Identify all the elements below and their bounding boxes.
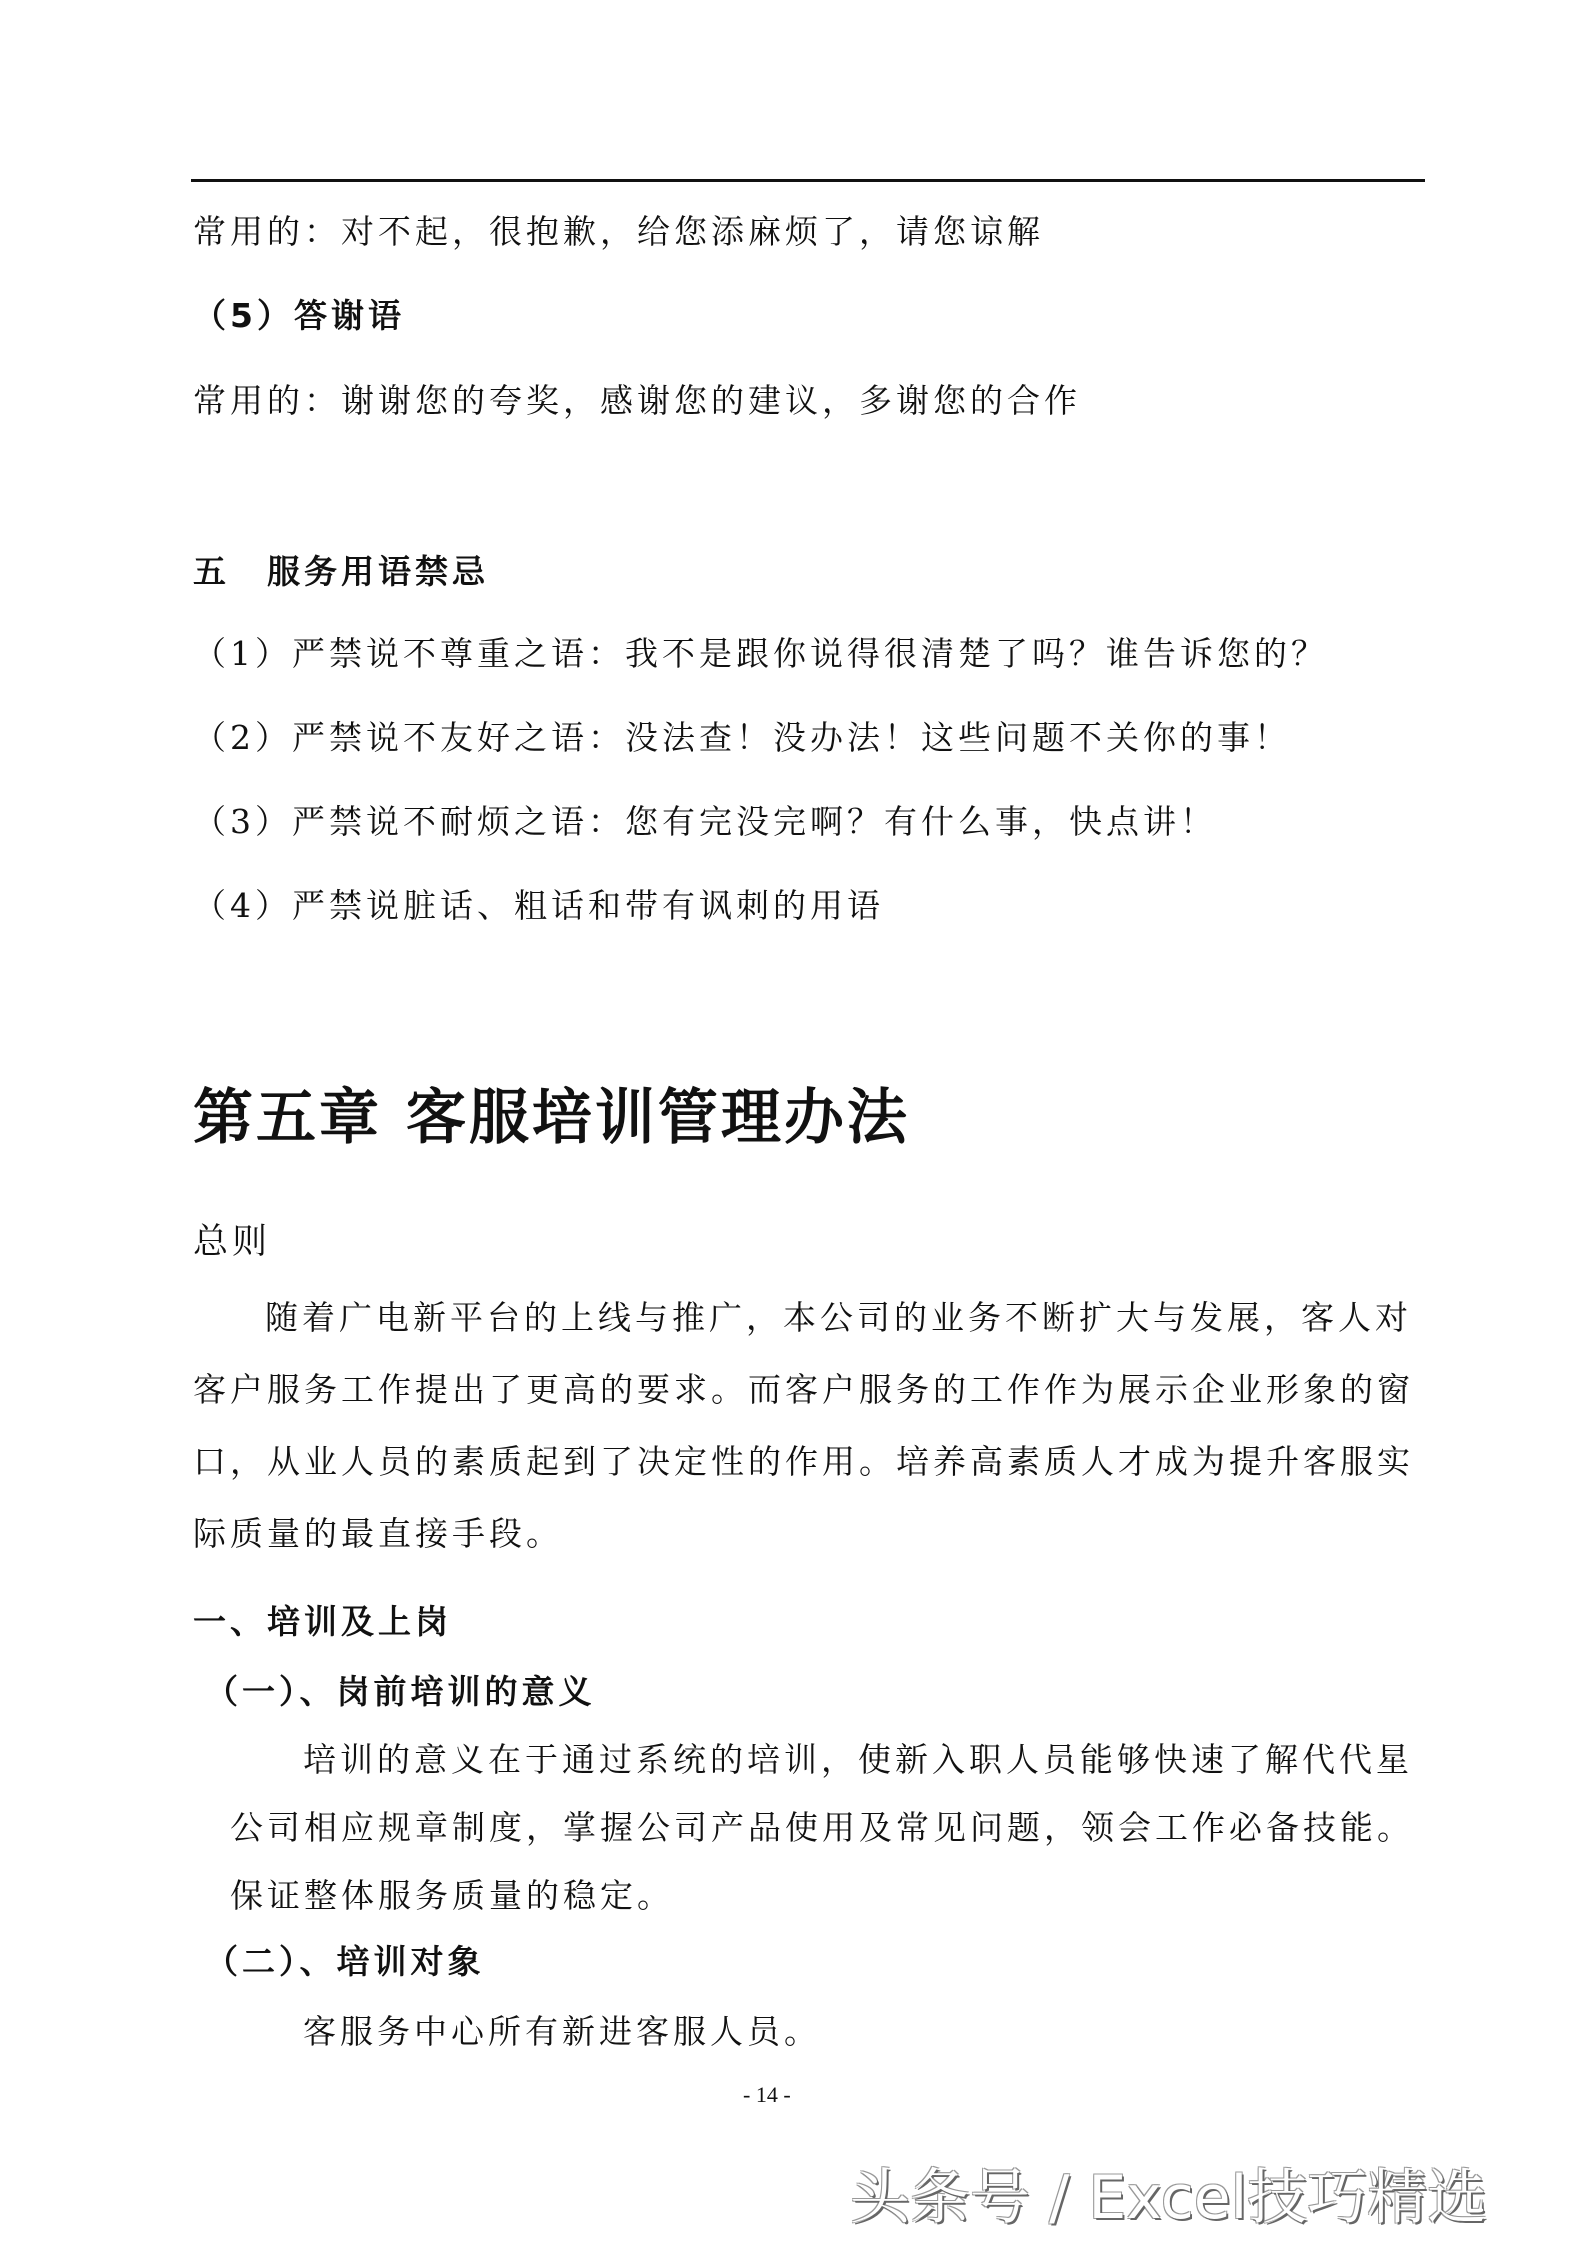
thanks-phrases: 常用的：谢谢您的夸奖，感谢您的建议，多谢您的合作	[193, 381, 1081, 420]
taboo-item-4: （4）严禁说脏话、粗话和带有讽刺的用语	[193, 886, 884, 925]
apology-phrases: 常用的：对不起，很抱歉，给您添麻烦了，请您谅解	[193, 212, 1044, 251]
taboo-item-1: （1）严禁说不尊重之语：我不是跟你说得很清楚了吗？谁告诉您的？	[193, 634, 1328, 673]
sub-two-heading: （二）、培训对象	[205, 1942, 485, 1981]
watermark: 头条号 / Excel技巧精选	[850, 2163, 1488, 2233]
general-para-line-1: 随着广电新平台的上线与推广，本公司的业务不断扩大与发展，客人对	[265, 1298, 1412, 1337]
sub-one-line-3: 保证整体服务质量的稳定。	[230, 1876, 674, 1915]
taboo-item-2: （2）严禁说不友好之语：没法查！没办法！这些问题不关你的事！	[193, 718, 1291, 757]
sub-one-heading: （一）、岗前培训的意义	[205, 1672, 596, 1711]
sub-one-line-2: 公司相应规章制度，掌握公司产品使用及常见问题，领会工作必备技能。	[230, 1808, 1414, 1847]
thanks-heading: （5）答谢语	[193, 296, 405, 335]
page-number: - 14 -	[743, 2082, 791, 2107]
taboo-section-heading: 五 服务用语禁忌	[193, 552, 489, 591]
section-one-heading: 一、培训及上岗	[193, 1602, 452, 1641]
general-para-line-2: 客户服务工作提出了更高的要求。而客户服务的工作作为展示企业形象的窗	[193, 1370, 1414, 1409]
general-heading: 总则	[193, 1222, 272, 1262]
taboo-item-3: （3）严禁说不耐烦之语：您有完没完啊？有什么事，快点讲！	[193, 802, 1217, 841]
header-rule	[191, 179, 1425, 182]
sub-one-line-1: 培训的意义在于通过系统的培训，使新入职人员能够快速了解代代星	[303, 1740, 1413, 1779]
general-para-line-4: 际质量的最直接手段。	[193, 1514, 563, 1553]
general-para-line-3: 口，从业人员的素质起到了决定性的作用。培养高素质人才成为提升客服实	[193, 1442, 1414, 1481]
sub-two-line: 客服务中心所有新进客服人员。	[303, 2012, 821, 2051]
chapter-title: 第五章 客服培训管理办法	[193, 1083, 910, 1153]
